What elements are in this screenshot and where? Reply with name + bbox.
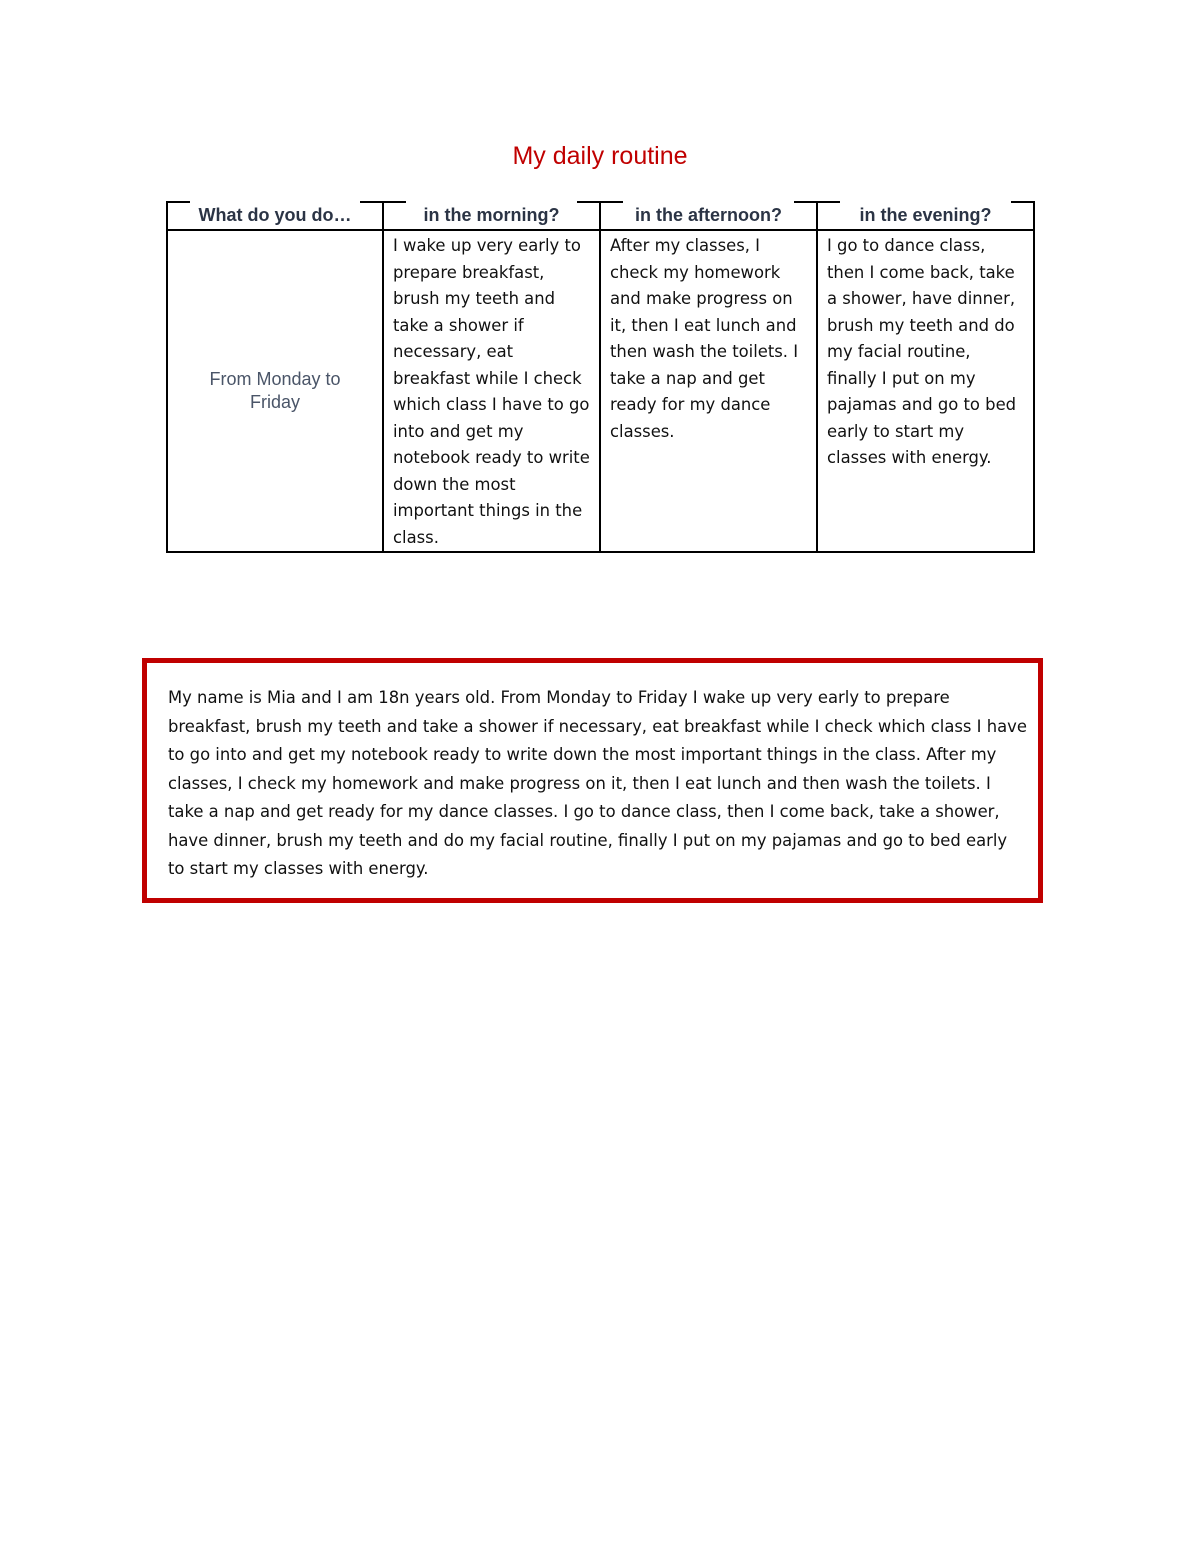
header-border-tick bbox=[794, 201, 816, 203]
summary-paragraph: My name is Mia and I am 18n years old. From Monday to Friday I wake up very early to prepare breakfast, brush my teeth and take a shower if necessary, eat breakfast while I check which class I have to go into and get my notebook ready to write down the most important things in the class. After my classes, I check my homework and make progress on it, then I eat lunch and then wash the toilets. I take a nap and get ready for my dance classes. I go to dance class, then I come back, take a shower, have dinner, brush my teeth and do my facial routine, finally I put on my pajamas and go to bed early to start my classes with energy. bbox=[168, 688, 1027, 878]
header-border-tick bbox=[1011, 201, 1033, 203]
header-evening bbox=[817, 201, 1034, 230]
row-label-cell: From Monday to Friday bbox=[167, 230, 383, 552]
table-row bbox=[167, 230, 1034, 552]
header-border-tick bbox=[360, 201, 382, 203]
header-afternoon bbox=[600, 201, 817, 230]
afternoon-cell: After my classes, I check my homework and make progress on it, then I eat lunch and then wash the toilets. I take a nap and get ready for my dance classes. bbox=[600, 230, 817, 552]
header-border-tick bbox=[168, 201, 190, 203]
header-label: in the evening? bbox=[859, 204, 992, 225]
header-label: in the morning? bbox=[423, 204, 560, 225]
header-label: in the afternoon? bbox=[635, 204, 782, 225]
header-border-tick bbox=[601, 201, 623, 203]
header-morning bbox=[383, 201, 600, 230]
header-label: What do you do… bbox=[198, 204, 352, 225]
page-title: My daily routine bbox=[512, 142, 688, 170]
routine-table bbox=[166, 201, 1035, 553]
header-border-tick bbox=[577, 201, 599, 203]
evening-cell: I go to dance class, then I come back, take a shower, have dinner, brush my teeth and do my facial routine, finally I put on my pajamas and go to bed early to start my classes with energy. bbox=[817, 230, 1034, 552]
header-border-tick bbox=[384, 201, 406, 203]
table-header-row bbox=[167, 201, 1034, 230]
morning-cell: I wake up very early to prepare breakfast, brush my teeth and take a shower if necessary, eat breakfast while I check which class I have to go into and get my notebook ready to write down the most important things in the class. bbox=[383, 230, 600, 552]
summary-box bbox=[142, 658, 1043, 903]
header-what-do-you-do bbox=[167, 201, 383, 230]
header-border-tick bbox=[818, 201, 840, 203]
